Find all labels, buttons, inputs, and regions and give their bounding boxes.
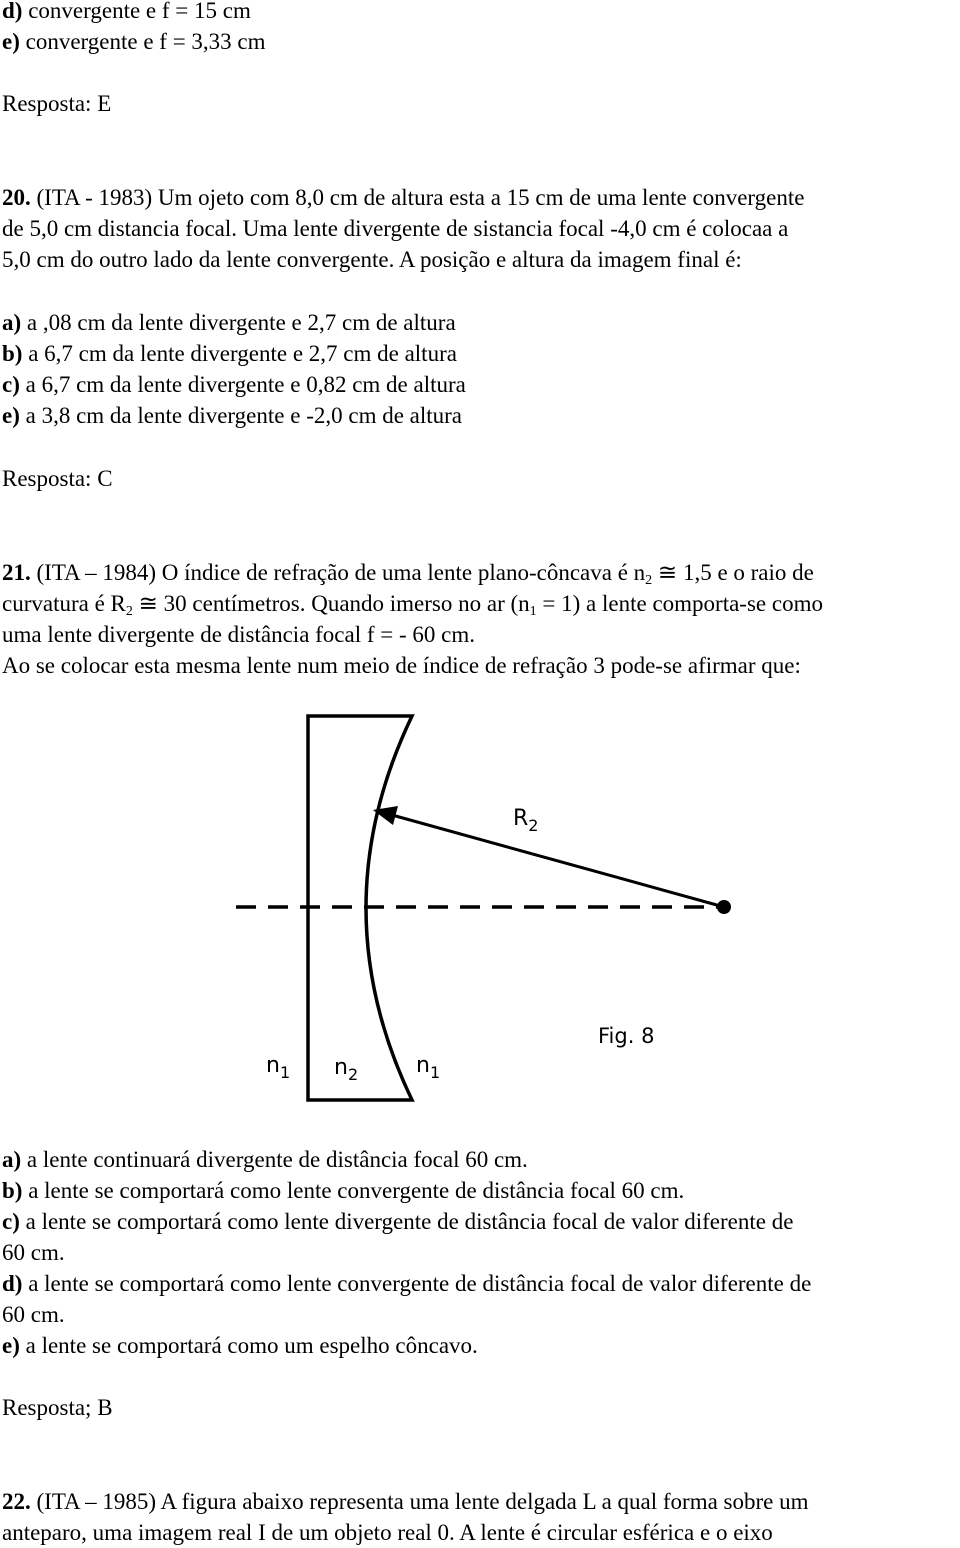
- q20-line-3: 5,0 cm do outro lado da lente convergente. A posição e altura da imagem final é:: [2, 247, 742, 272]
- q20-answer: Resposta: C: [2, 466, 113, 491]
- n1-left-label: $n_1$: [266, 1053, 291, 1082]
- q21-option-b: b) a lente se comportará como lente convergente de distância focal 60 cm.: [2, 1178, 685, 1203]
- q21-line-3: uma lente divergente de distância focal f = - 60 cm.: [2, 622, 476, 647]
- n1-right-label: $n_1$: [416, 1053, 441, 1082]
- q21-line-2: curvatura é $R_2$ ≅ 30 centímetros. Quando imerso no ar $(n_1 = 1)$ a lente comporta-se como: [2, 591, 823, 619]
- q21-option-c: c) a lente se comportará como lente divergente de distância focal de valor diferente de: [2, 1209, 794, 1234]
- option-e: e) convergente e f = 3,33 cm: [2, 29, 266, 54]
- figure-caption: Fig. 8: [598, 1024, 655, 1048]
- q21-line-1: 21. (ITA – 1984) O índice de refração de uma lente plano-côncava é $n_2$ ≅ 1,5 e o raio de: [2, 560, 814, 588]
- q21-option-c-cont: 60 cm.: [2, 1240, 65, 1265]
- center-point: [717, 900, 731, 914]
- q20-line-2: de 5,0 cm distancia focal. Uma lente divergente de sistancia focal -4,0 cm é colocaa a: [2, 216, 789, 241]
- q22-line-1: 22. (ITA – 1985) A figura abaixo representa uma lente delgada L a qual forma sobre um: [2, 1489, 809, 1514]
- option-d: d) convergente e f = 15 cm: [2, 0, 251, 23]
- answer-prev: Resposta: E: [2, 91, 112, 116]
- q21-option-d-cont: 60 cm.: [2, 1302, 65, 1327]
- q20-option-c: c) a 6,7 cm da lente divergente e 0,82 cm de altura: [2, 372, 466, 397]
- r2-label: $R_2$: [513, 806, 539, 835]
- q21-option-d: d) a lente se comportará como lente convergente de distância focal de valor diferente de: [2, 1271, 812, 1296]
- q21-answer: Resposta; B: [2, 1395, 113, 1420]
- q20-option-e: e) a 3,8 cm da lente divergente e -2,0 cm de altura: [2, 403, 463, 428]
- q21-option-a: a) a lente continuará divergente de distância focal 60 cm.: [2, 1147, 528, 1172]
- radius-line: [392, 815, 724, 907]
- q20-option-a: a) a ,08 cm da lente divergente e 2,7 cm de altura: [2, 310, 456, 335]
- q20-line-1: 20. (ITA - 1983) Um ojeto com 8,0 cm de altura esta a 15 cm de uma lente convergente: [2, 185, 805, 210]
- q22-line-2: anteparo, uma imagem real I de um objeto real 0. A lente é circular esférica e o eixo: [2, 1520, 773, 1545]
- q21-option-e: e) a lente se comportará como um espelho côncavo.: [2, 1333, 478, 1358]
- q21-line-4: Ao se colocar esta mesma lente num meio de índice de refração 3 pode-se afirmar que:: [2, 653, 801, 678]
- q20-option-b: b) a 6,7 cm da lente divergente e 2,7 cm de altura: [2, 341, 457, 366]
- n2-label: $n_2$: [334, 1055, 359, 1084]
